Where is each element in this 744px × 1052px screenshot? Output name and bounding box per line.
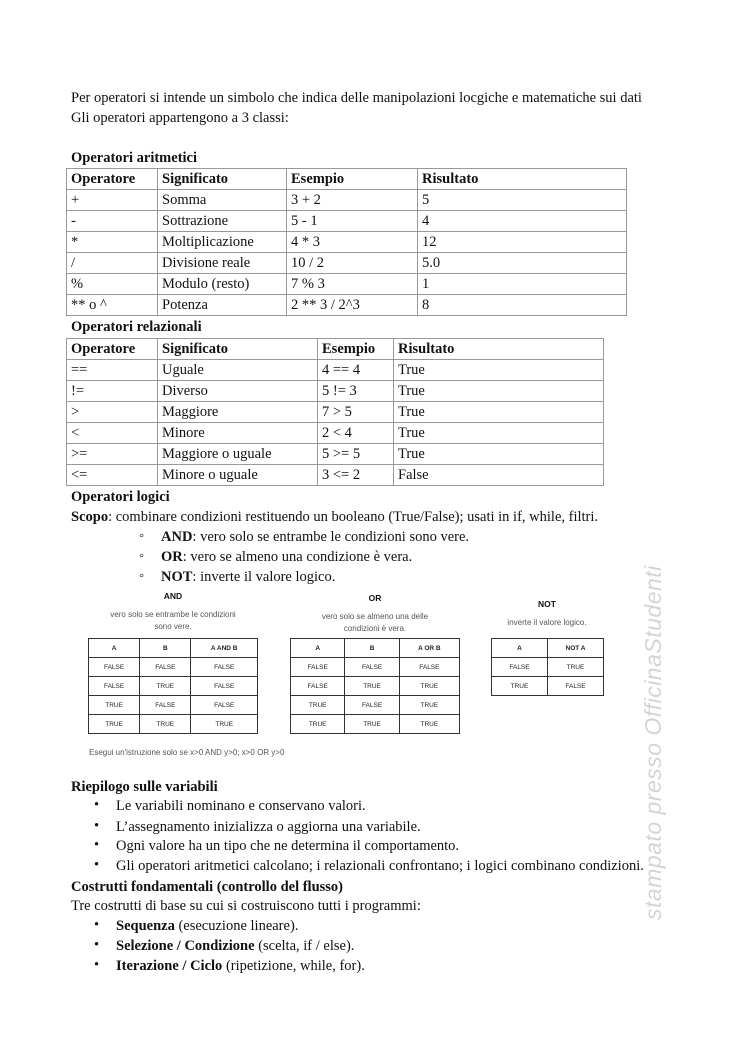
cell: - <box>67 211 158 232</box>
not-truth-table <box>491 638 604 696</box>
construct-text: (scelta, if / else). <box>254 938 355 954</box>
bullet-dot: • <box>94 917 100 933</box>
cell: Moltiplicazione <box>158 232 287 253</box>
construct-item-iteration <box>116 957 365 975</box>
cell: True <box>394 444 604 465</box>
construct-term: Sequenza <box>116 918 175 934</box>
cell: Somma <box>158 190 287 211</box>
cell: A AND B <box>191 639 258 658</box>
cell: 5.0 <box>418 253 627 274</box>
table-row <box>492 677 604 696</box>
cell: FALSE <box>399 658 459 677</box>
cell: FALSE <box>291 677 345 696</box>
table-header-row <box>492 639 604 658</box>
cell: 5 != 3 <box>318 381 394 402</box>
cell: FALSE <box>89 658 140 677</box>
cell: True <box>394 402 604 423</box>
construct-term: Selezione / Condizione <box>116 938 255 954</box>
or-truth-table <box>290 638 460 734</box>
cell: TRUE <box>399 715 459 734</box>
bullet-dot: • <box>94 857 100 873</box>
cell: 1 <box>418 274 627 295</box>
cell: Maggiore <box>158 402 318 423</box>
logic-title: Operatori logici <box>71 489 170 505</box>
cell: / <box>67 253 158 274</box>
logic-text: : inverte il valore logico. <box>192 569 336 585</box>
bullet-circle: ◦ <box>139 548 145 564</box>
cell: A <box>291 639 345 658</box>
header-cell: Significato <box>158 169 287 190</box>
cell: 7 > 5 <box>318 402 394 423</box>
cell: 4 * 3 <box>287 232 418 253</box>
scope-text: : combinare condizioni restituendo un booleano (True/False); usati in if, while, filtri. <box>108 509 599 525</box>
logic-item-or <box>161 548 412 566</box>
table-header-row <box>67 169 627 190</box>
and-desc-2: sono vere. <box>154 622 192 631</box>
cell: NOT A <box>548 639 604 658</box>
cell: TRUE <box>548 658 604 677</box>
table-row <box>67 232 627 253</box>
cell: 7 % 3 <box>287 274 418 295</box>
cell: FALSE <box>89 677 140 696</box>
cell: TRUE <box>291 696 345 715</box>
or-desc-1: vero solo se almeno una delle <box>321 612 429 621</box>
cell: Minore <box>158 423 318 444</box>
cell: TRUE <box>89 715 140 734</box>
arith-table <box>66 168 627 316</box>
cell: Potenza <box>158 295 287 316</box>
cell: <= <box>67 465 158 486</box>
header-cell: Operatore <box>67 169 158 190</box>
cell: 3 <= 2 <box>318 465 394 486</box>
summary-item: Gli operatori aritmetici calcolano; i relazionali confrontano; i logici combinano condizioni. <box>116 858 644 874</box>
table-row <box>67 295 627 316</box>
table-header-row <box>89 639 258 658</box>
cell: Modulo (resto) <box>158 274 287 295</box>
cell: A <box>89 639 140 658</box>
cell: TRUE <box>291 715 345 734</box>
and-title: AND <box>163 591 183 601</box>
cell: TRUE <box>399 677 459 696</box>
cell: 5 >= 5 <box>318 444 394 465</box>
table-row <box>67 274 627 295</box>
cell: FALSE <box>492 658 548 677</box>
table-row <box>67 253 627 274</box>
table-header-row <box>291 639 460 658</box>
table-row <box>89 696 258 715</box>
cell: B <box>140 639 191 658</box>
and-desc-1: vero solo se entrambe le condizioni <box>110 610 236 619</box>
intro-line-1: Per operatori si intende un simbolo che indica delle manipolazioni locgiche e matematiche sui dati <box>71 90 642 106</box>
summary-item: Le variabili nominano e conservano valori. <box>116 798 366 814</box>
cell: 2 ** 3 / 2^3 <box>287 295 418 316</box>
cell: % <box>67 274 158 295</box>
cell: Sottrazione <box>158 211 287 232</box>
cell: TRUE <box>399 696 459 715</box>
table-row <box>89 658 258 677</box>
cell: Diverso <box>158 381 318 402</box>
table-row <box>67 444 604 465</box>
cell: False <box>394 465 604 486</box>
and-truth-table <box>88 638 258 734</box>
cell: FALSE <box>345 696 399 715</box>
constructs-intro: Tre costrutti di base su cui si costruiscono tutti i programmi: <box>71 898 421 914</box>
scope-label: Scopo <box>71 509 109 525</box>
table-row <box>492 658 604 677</box>
cell: True <box>394 360 604 381</box>
table-row <box>67 381 604 402</box>
arith-title: Operatori aritmetici <box>71 150 198 166</box>
construct-text: (esecuzione lineare). <box>174 918 299 934</box>
header-cell: Esempio <box>318 339 394 360</box>
bullet-dot: • <box>94 818 100 834</box>
constructs-title: Costrutti fondamentali (controllo del flusso) <box>71 879 344 895</box>
cell: FALSE <box>291 658 345 677</box>
cell: Uguale <box>158 360 318 381</box>
not-title: NOT <box>538 599 556 609</box>
table-row <box>67 190 627 211</box>
logic-scope <box>71 508 598 526</box>
cell: TRUE <box>89 696 140 715</box>
cell: TRUE <box>345 677 399 696</box>
header-cell: Significato <box>158 339 318 360</box>
truth-note: Esegui un'istruzione solo se x>0 AND y>0; x>0 OR y>0 <box>89 748 285 757</box>
cell: FALSE <box>548 677 604 696</box>
cell: 5 - 1 <box>287 211 418 232</box>
cell: 3 + 2 <box>287 190 418 211</box>
table-row <box>67 423 604 444</box>
table-row <box>89 677 258 696</box>
cell: FALSE <box>140 658 191 677</box>
table-header-row <box>67 339 604 360</box>
logic-term: NOT <box>161 569 193 585</box>
construct-item-sequence <box>116 917 298 935</box>
cell: True <box>394 423 604 444</box>
cell: < <box>67 423 158 444</box>
header-cell: Risultato <box>394 339 604 360</box>
construct-item-selection <box>116 937 354 955</box>
table-row <box>67 211 627 232</box>
logic-item-not <box>161 568 335 586</box>
cell: * <box>67 232 158 253</box>
cell: TRUE <box>140 677 191 696</box>
cell: 10 / 2 <box>287 253 418 274</box>
or-desc-2: condizioni è vera. <box>343 624 407 633</box>
bullet-dot: • <box>94 957 100 973</box>
cell: TRUE <box>492 677 548 696</box>
bullet-circle: ◦ <box>139 528 145 544</box>
cell: Divisione reale <box>158 253 287 274</box>
or-title: OR <box>368 593 382 603</box>
bullet-dot: • <box>94 837 100 853</box>
table-row <box>67 465 604 486</box>
cell: + <box>67 190 158 211</box>
logic-item-and <box>161 528 469 546</box>
header-cell: Operatore <box>67 339 158 360</box>
cell: FALSE <box>191 658 258 677</box>
cell: TRUE <box>191 715 258 734</box>
summary-title: Riepilogo sulle variabili <box>71 779 218 795</box>
rel-title: Operatori relazionali <box>71 319 202 335</box>
cell: A <box>492 639 548 658</box>
header-cell: Esempio <box>287 169 418 190</box>
summary-item: Ogni valore ha un tipo che ne determina il comportamento. <box>116 838 460 854</box>
logic-term: AND <box>161 529 193 545</box>
not-desc-1: inverte il valore logico. <box>507 618 587 627</box>
cell: FALSE <box>140 696 191 715</box>
cell: Maggiore o uguale <box>158 444 318 465</box>
cell: == <box>67 360 158 381</box>
cell: TRUE <box>140 715 191 734</box>
logic-term: OR <box>161 549 183 565</box>
bullet-dot: • <box>94 797 100 813</box>
cell: 4 == 4 <box>318 360 394 381</box>
bullet-dot: • <box>94 937 100 953</box>
cell: 4 <box>418 211 627 232</box>
cell: 2 < 4 <box>318 423 394 444</box>
table-row <box>291 715 460 734</box>
cell: FALSE <box>191 696 258 715</box>
intro-line-2: Gli operatori appartengono a 3 classi: <box>71 110 289 126</box>
cell: True <box>394 381 604 402</box>
logic-text: : vero solo se entrambe le condizioni sono vere. <box>192 529 470 545</box>
cell: ** o ^ <box>67 295 158 316</box>
rel-table <box>66 338 604 486</box>
construct-text: (ripetizione, while, for). <box>222 958 365 974</box>
watermark: stampato presso OfficinaStudenti <box>640 565 666 920</box>
table-row <box>89 715 258 734</box>
table-row <box>291 677 460 696</box>
header-cell: Risultato <box>418 169 627 190</box>
cell: 8 <box>418 295 627 316</box>
table-row <box>67 402 604 423</box>
cell: >= <box>67 444 158 465</box>
bullet-circle: ◦ <box>139 568 145 584</box>
cell: TRUE <box>345 715 399 734</box>
logic-text: : vero se almeno una condizione è vera. <box>182 549 413 565</box>
cell: FALSE <box>191 677 258 696</box>
cell: > <box>67 402 158 423</box>
construct-term: Iterazione / Ciclo <box>116 958 223 974</box>
cell: 5 <box>418 190 627 211</box>
cell: 12 <box>418 232 627 253</box>
summary-item: L’assegnamento inizializza o aggiorna una variabile. <box>116 819 421 835</box>
table-row <box>67 360 604 381</box>
cell: B <box>345 639 399 658</box>
cell: FALSE <box>345 658 399 677</box>
table-row <box>291 658 460 677</box>
table-row <box>291 696 460 715</box>
cell: Minore o uguale <box>158 465 318 486</box>
cell: A OR B <box>399 639 459 658</box>
cell: != <box>67 381 158 402</box>
